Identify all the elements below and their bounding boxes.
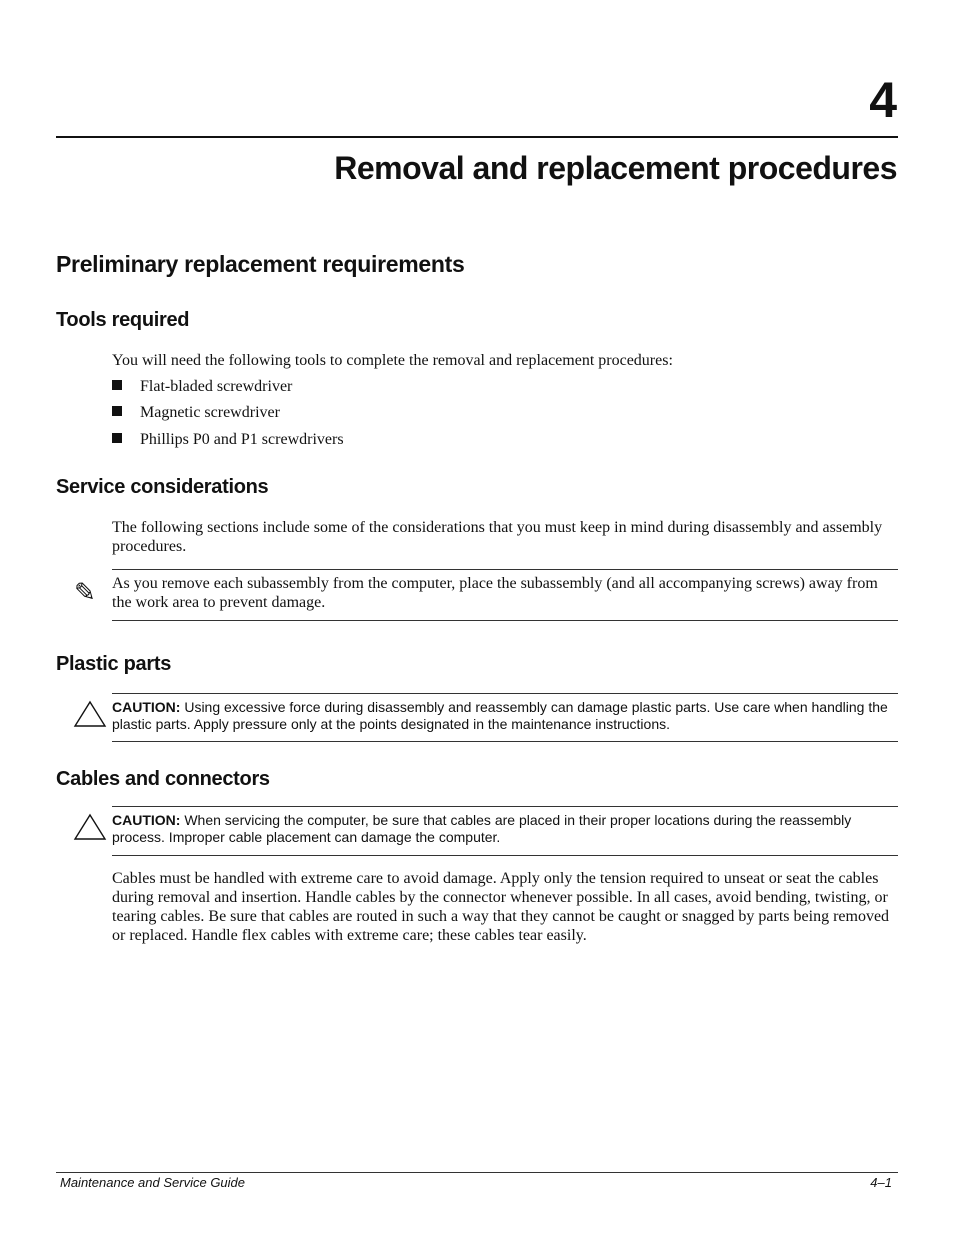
plastic-heading: Plastic parts	[56, 653, 172, 675]
caution-top-rule	[112, 806, 898, 807]
footer-title: Maintenance and Service Guide	[60, 1175, 246, 1190]
bullet-square-icon	[112, 406, 122, 416]
list-item: Flat-bladed screwdriver	[112, 377, 292, 397]
caution-bottom-rule	[112, 855, 898, 856]
warning-triangle-icon	[73, 813, 107, 841]
chapter-rule	[56, 136, 898, 138]
caution-text: CAUTION: When servicing the computer, be sure that cables are placed in their proper locations during the reassembly process. Improper cable placement can damage the computer.	[112, 812, 852, 845]
service-heading: Service considerations	[56, 476, 269, 498]
note-top-rule	[112, 569, 898, 570]
footer-rule	[56, 1172, 898, 1173]
caution-bottom-rule	[112, 741, 898, 742]
tools-intro: You will need the following tools to complete the removal and replacement procedures:	[112, 352, 673, 369]
bullet-square-icon	[112, 380, 122, 390]
list-item: Phillips P0 and P1 screwdrivers	[112, 430, 344, 450]
section-heading: Preliminary replacement requirements	[56, 251, 465, 277]
warning-triangle-icon	[73, 700, 107, 728]
caution-text: CAUTION: Using excessive force during disassembly and reassembly can damage plastic parts. Use care when handling the plastic parts. Apply pressure only at the points designated in the maintenance instructions.	[112, 699, 888, 732]
pencil-note-icon: ✎	[74, 578, 96, 607]
tools-heading: Tools required	[56, 309, 190, 331]
cables-heading: Cables and connectors	[56, 768, 270, 790]
cables-body: Cables must be handled with extreme care to avoid damage. Apply only the tension required to unseat or seat the cables during removal and insertion. Handle cables by the connector whenever possible. In all cases, avoid bending, twisting, or tearing cables. Be sure that cables are routed in such a way that they cannot be caught or snagged by parts being removed or replaced. Handle flex cables with extreme care; these cables tear easily.	[112, 870, 890, 944]
page-number: 4–1	[870, 1175, 892, 1190]
caution-top-rule	[112, 693, 898, 694]
bullet-square-icon	[112, 433, 122, 443]
note-bottom-rule	[112, 620, 898, 621]
note-text: As you remove each subassembly from the computer, place the subassembly (and all accompanying screws) away from the work area to prevent damage.	[112, 575, 878, 611]
service-intro: The following sections include some of the considerations that you must keep in mind during disassembly and assembly procedures.	[112, 519, 883, 555]
list-item: Magnetic screwdriver	[112, 403, 280, 423]
chapter-title: Removal and replacement procedures	[334, 150, 897, 186]
chapter-number: 4	[869, 72, 897, 128]
